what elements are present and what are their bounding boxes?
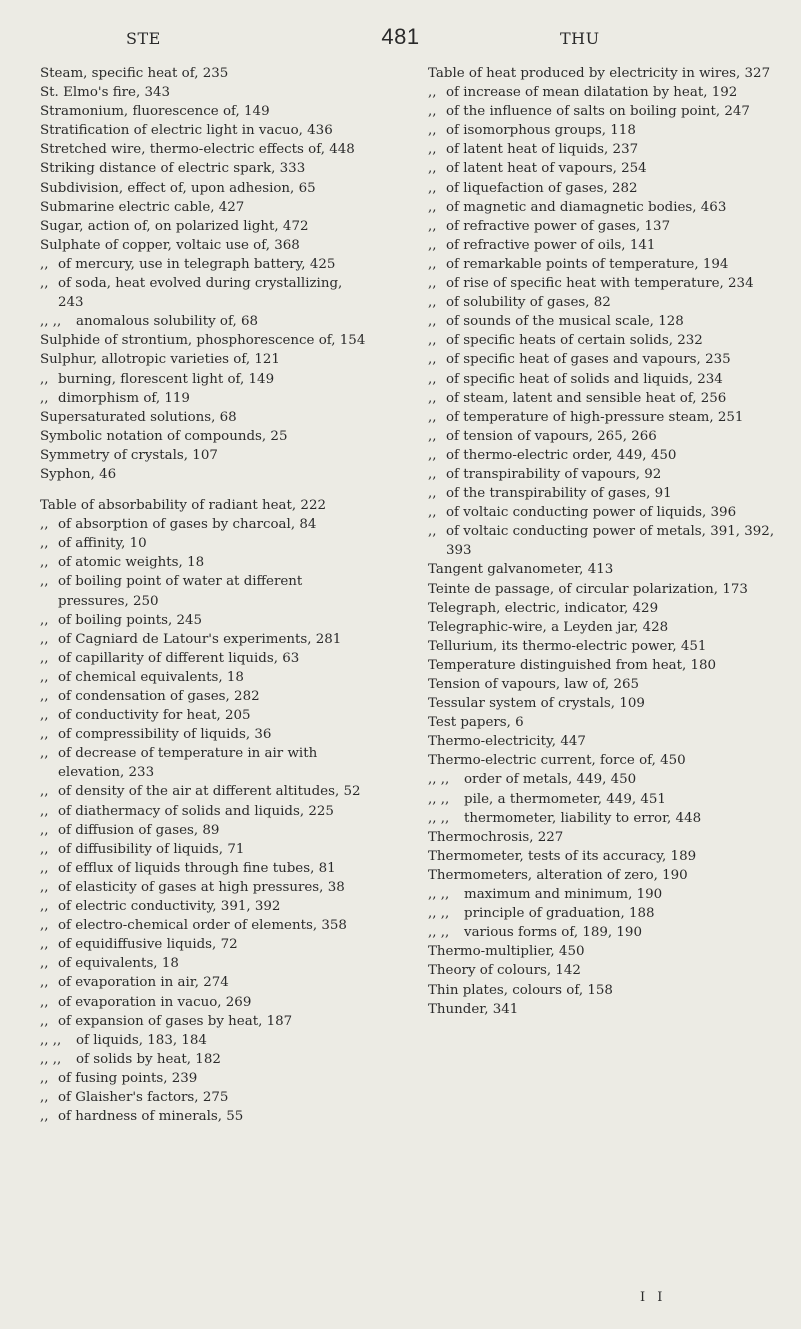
index-entry — [428, 179, 778, 198]
entry-text: burning, florescent light of, 149 — [58, 371, 275, 387]
index-entry — [40, 389, 370, 408]
index-entry — [428, 408, 778, 427]
entry-text: St. Elmo's fire, 343 — [40, 85, 171, 101]
index-entry — [428, 427, 778, 446]
entry-text: of solids by heat, 182 — [76, 1051, 221, 1067]
ditto-mark: ,, — [40, 727, 49, 743]
entry-text: of mercury, use in telegraph battery, 425 — [58, 256, 336, 272]
ditto-mark: ,, — [40, 276, 49, 292]
entry-text: of rise of specific heat with temperature, 234 — [446, 276, 754, 292]
index-entry — [428, 656, 778, 675]
ditto-mark: ,, — [40, 708, 49, 724]
index-entry — [428, 618, 778, 637]
entry-text: of specific heat of gases and vapours, 235 — [446, 352, 731, 368]
ditto-mark: ,, ,, — [428, 810, 450, 826]
entry-text: Subdivision, effect of, upon adhesion, 65 — [40, 180, 316, 196]
header-left-guide-word: STE — [126, 29, 161, 48]
index-entry — [428, 1000, 778, 1019]
index-entry — [428, 503, 778, 522]
entry-text: Sulphur, allotropic varieties of, 121 — [40, 352, 280, 368]
index-entry — [428, 121, 778, 140]
index-entry — [40, 534, 370, 553]
index-entry — [40, 370, 370, 389]
index-entry — [428, 942, 778, 961]
ditto-mark: ,, — [428, 199, 437, 215]
entry-text: Symbolic notation of compounds, 25 — [40, 428, 288, 444]
ditto-mark: ,, — [40, 879, 49, 895]
header-right-guide-word: THU — [560, 29, 600, 48]
index-entry — [40, 916, 370, 935]
entry-text: of solubility of gases, 82 — [446, 295, 611, 311]
entry-text: of boiling point of water at different pressures, 250 — [58, 574, 303, 609]
index-entry — [428, 599, 778, 618]
index-entry — [428, 770, 778, 789]
ditto-mark: ,, — [428, 505, 437, 521]
entry-text: of evaporation in vacuo, 269 — [58, 994, 252, 1010]
ditto-mark: ,, — [40, 994, 49, 1010]
entry-text: dimorphism of, 119 — [58, 390, 190, 406]
index-column-right — [428, 64, 778, 1019]
ditto-mark: ,, — [40, 669, 49, 685]
entry-text: Supersaturated solutions, 68 — [40, 409, 237, 425]
ditto-mark: ,, ,, — [40, 1051, 62, 1067]
ditto-mark: ,, — [40, 574, 49, 590]
index-entry — [428, 159, 778, 178]
entry-text: Sulphate of copper, voltaic use of, 368 — [40, 237, 300, 253]
entry-text: of specific heat of solids and liquids, 234 — [446, 371, 723, 387]
index-entry — [40, 198, 370, 217]
index-entry — [428, 522, 778, 560]
entry-text: of latent heat of vapours, 254 — [446, 161, 647, 177]
entry-text: Striking distance of electric spark, 333 — [40, 161, 306, 177]
ditto-mark: ,, — [40, 612, 49, 628]
entry-text: of refractive power of gases, 137 — [446, 218, 671, 234]
entry-text: of Glaisher's factors, 275 — [58, 1089, 229, 1105]
entry-text: of remarkable points of temperature, 194 — [446, 256, 729, 272]
ditto-mark: ,, — [428, 371, 437, 387]
index-entry — [40, 611, 370, 630]
ditto-mark: ,, — [428, 85, 437, 101]
index-entry — [428, 981, 778, 1000]
entry-text: of absorption of gases by charcoal, 84 — [58, 517, 317, 533]
ditto-mark: ,, — [40, 803, 49, 819]
ditto-mark: ,, — [428, 466, 437, 482]
ditto-mark: ,, — [40, 975, 49, 991]
index-entry — [428, 751, 778, 770]
signature-mark: I I — [640, 1290, 667, 1305]
index-entry — [428, 866, 778, 885]
ditto-mark: ,, ,, — [428, 887, 450, 903]
entry-text: of sounds of the musical scale, 128 — [446, 314, 684, 330]
index-entry — [40, 897, 370, 916]
entry-text: of increase of mean dilatation by heat, 192 — [446, 85, 738, 101]
index-entry — [40, 802, 370, 821]
ditto-mark: ,, ,, — [428, 925, 450, 941]
index-entry — [40, 725, 370, 744]
ditto-mark: ,, — [40, 1089, 49, 1105]
entry-text: of steam, latent and sensible heat of, 256 — [446, 390, 727, 406]
entry-text: Stramonium, fluorescence of, 149 — [40, 104, 270, 120]
index-entry — [40, 572, 370, 610]
ditto-mark: ,, — [428, 447, 437, 463]
entry-text: of capillarity of different liquids, 63 — [58, 650, 300, 666]
entry-text: pile, a thermometer, 449, 451 — [464, 791, 666, 807]
ditto-mark: ,, ,, — [428, 772, 450, 788]
index-column-left — [40, 64, 370, 1126]
index-entry — [40, 236, 370, 255]
entry-text: Temperature distinguished from heat, 180 — [428, 657, 717, 673]
entry-text: of magnetic and diamagnetic bodies, 463 — [446, 199, 727, 215]
ditto-mark: ,, — [40, 956, 49, 972]
index-entry — [428, 350, 778, 369]
entry-text: of electric conductivity, 391, 392 — [58, 899, 281, 915]
entry-text: of equidiffusive liquids, 72 — [58, 937, 238, 953]
ditto-mark: ,, — [428, 256, 437, 272]
ditto-mark: ,, — [40, 746, 49, 762]
index-entry — [428, 446, 778, 465]
ditto-mark: ,, — [428, 314, 437, 330]
index-entry — [40, 954, 370, 973]
index-entry — [428, 293, 778, 312]
entry-text: Thermometer, tests of its accuracy, 189 — [428, 848, 697, 864]
index-entry — [428, 312, 778, 331]
index-entry — [428, 828, 778, 847]
index-entry — [40, 427, 370, 446]
index-entry — [40, 83, 370, 102]
entry-text: Thermo-multiplier, 450 — [428, 944, 585, 960]
ditto-mark: ,, — [428, 237, 437, 253]
entry-text: of expansion of gases by heat, 187 — [58, 1013, 293, 1029]
index-entry — [428, 675, 778, 694]
entry-text: order of metals, 449, 450 — [464, 772, 637, 788]
entry-text: of transpirability of vapours, 92 — [446, 466, 662, 482]
index-entry — [40, 64, 370, 83]
index-entry — [40, 668, 370, 687]
entry-text: Tessular system of crystals, 109 — [428, 696, 645, 712]
index-entry — [428, 923, 778, 942]
entry-text: Tellurium, its thermo-electric power, 451 — [428, 638, 707, 654]
entry-text: Syphon, 46 — [40, 466, 117, 482]
entry-text: of electro-chemical order of elements, 358 — [58, 918, 347, 934]
ditto-mark: ,, — [428, 180, 437, 196]
ditto-mark: ,, — [428, 486, 437, 502]
entry-text: of diffusibility of liquids, 71 — [58, 841, 245, 857]
entry-text: of density of the air at different altitudes, 52 — [58, 784, 361, 800]
entry-text: principle of graduation, 188 — [464, 906, 655, 922]
ditto-mark: ,, — [40, 841, 49, 857]
entry-text: of voltaic conducting power of metals, 391, 392, 393 — [446, 524, 775, 559]
index-entry — [40, 515, 370, 534]
entry-text: various forms of, 189, 190 — [464, 925, 642, 941]
entry-text: Telegraph, electric, indicator, 429 — [428, 600, 659, 616]
entry-text: of diathermacy of solids and liquids, 225 — [58, 803, 334, 819]
entry-text: Thin plates, colours of, 158 — [428, 982, 613, 998]
index-entry — [40, 687, 370, 706]
index-entry — [40, 331, 370, 350]
ditto-mark: ,, — [40, 918, 49, 934]
index-entry — [428, 140, 778, 159]
index-entry — [40, 312, 370, 331]
index-entry — [428, 255, 778, 274]
ditto-mark: ,, ,, — [40, 1032, 62, 1048]
entry-text: of hardness of minerals, 55 — [58, 1109, 244, 1125]
index-entry — [428, 713, 778, 732]
ditto-mark: ,, — [428, 123, 437, 139]
index-entry — [428, 560, 778, 579]
ditto-mark: ,, — [428, 409, 437, 425]
ditto-mark: ,, — [40, 822, 49, 838]
ditto-mark: ,, — [40, 899, 49, 915]
entry-text: of temperature of high-pressure steam, 251 — [446, 409, 744, 425]
index-entry — [40, 859, 370, 878]
entry-text: of equivalents, 18 — [58, 956, 179, 972]
entry-text: of voltaic conducting power of liquids, 396 — [446, 505, 737, 521]
index-entry — [428, 961, 778, 980]
index-entry — [40, 553, 370, 572]
entry-text: of liquids, 183, 184 — [76, 1032, 207, 1048]
entry-text: of refractive power of oils, 141 — [446, 237, 656, 253]
ditto-mark: ,, — [40, 536, 49, 552]
entry-text: of the transpirability of gases, 91 — [446, 486, 672, 502]
entry-text: of diffusion of gases, 89 — [58, 822, 220, 838]
index-entry — [40, 1069, 370, 1088]
index-entry — [40, 993, 370, 1012]
index-entry — [40, 840, 370, 859]
entry-text: of atomic weights, 18 — [58, 555, 205, 571]
entry-text: Symmetry of crystals, 107 — [40, 447, 218, 463]
entry-text: of liquefaction of gases, 282 — [446, 180, 638, 196]
ditto-mark: ,, — [428, 352, 437, 368]
index-entry — [40, 102, 370, 121]
entry-text: Submarine electric cable, 427 — [40, 199, 245, 215]
ditto-mark: ,, — [40, 517, 49, 533]
entry-text: Thermometers, alteration of zero, 190 — [428, 867, 688, 883]
entry-text: of condensation of gases, 282 — [58, 689, 260, 704]
ditto-mark: ,, ,, — [40, 314, 62, 330]
entry-text: Teinte de passage, of circular polarization, 173 — [428, 581, 748, 597]
index-entry — [428, 274, 778, 293]
ditto-mark: ,, — [40, 784, 49, 800]
entry-text: thermometer, liability to error, 448 — [464, 810, 702, 826]
entry-text: of fusing points, 239 — [58, 1070, 198, 1086]
index-entry — [40, 649, 370, 668]
index-entry — [428, 790, 778, 809]
entry-text: of tension of vapours, 265, 266 — [446, 428, 657, 444]
index-entry — [40, 630, 370, 649]
index-entry — [428, 694, 778, 713]
entry-text: Table of heat produced by electricity in wires, 327 — [428, 66, 771, 81]
ditto-mark: ,, — [428, 295, 437, 311]
entry-text: of isomorphous groups, 118 — [446, 123, 636, 139]
entry-text: of decrease of temperature in air with elevation, 233 — [58, 746, 318, 781]
index-entry — [428, 217, 778, 236]
ditto-mark: ,, — [428, 428, 437, 444]
index-entry — [40, 1107, 370, 1126]
index-entry — [428, 484, 778, 503]
index-entry — [428, 236, 778, 255]
entry-text: of compressibility of liquids, 36 — [58, 727, 272, 743]
ditto-mark: ,, — [40, 1013, 49, 1029]
entry-text: Theory of colours, 142 — [428, 963, 581, 979]
index-entry — [428, 732, 778, 751]
index-entry — [40, 255, 370, 274]
index-entry — [40, 1012, 370, 1031]
ditto-mark: ,, — [40, 1070, 49, 1086]
entry-text: of boiling points, 245 — [58, 612, 203, 628]
ditto-mark: ,, — [428, 524, 437, 540]
index-entry — [428, 465, 778, 484]
entry-text: Steam, specific heat of, 235 — [40, 66, 229, 81]
index-entry — [428, 198, 778, 217]
ditto-mark: ,, — [428, 218, 437, 234]
index-entry — [428, 580, 778, 599]
index-entry — [40, 408, 370, 427]
entry-text: Sulphide of strontium, phosphorescence of, 154 — [40, 333, 366, 349]
index-entry — [40, 1088, 370, 1107]
ditto-mark: ,, — [40, 390, 49, 406]
entry-text: of latent heat of liquids, 237 — [446, 142, 639, 158]
index-entry — [40, 821, 370, 840]
ditto-mark: ,, — [40, 555, 49, 571]
entry-text: of conductivity for heat, 205 — [58, 708, 251, 724]
index-entry — [40, 782, 370, 801]
ditto-mark: ,, — [40, 650, 49, 666]
entry-text: Tangent galvanometer, 413 — [428, 562, 614, 578]
index-entry — [428, 847, 778, 866]
entry-text: of the influence of salts on boiling point, 247 — [446, 104, 750, 120]
ditto-mark: ,, ,, — [428, 906, 450, 922]
index-entry — [428, 637, 778, 656]
ditto-mark: ,, — [40, 371, 49, 387]
entry-text: of efflux of liquids through fine tubes, 81 — [58, 860, 336, 876]
index-entry — [428, 331, 778, 350]
ditto-mark: ,, — [428, 390, 437, 406]
entry-text: anomalous solubility of, 68 — [76, 314, 259, 330]
index-entry — [40, 744, 370, 782]
index-entry — [428, 370, 778, 389]
index-entry — [40, 465, 370, 484]
index-entry — [40, 1050, 370, 1069]
index-entry — [40, 935, 370, 954]
running-header — [0, 26, 801, 50]
entry-text: of soda, heat evolved during crystallizing, 243 — [58, 276, 343, 311]
index-entry — [40, 217, 370, 236]
index-entry — [428, 64, 778, 83]
ditto-mark: ,, — [40, 1109, 49, 1125]
entry-text: Table of absorbability of radiant heat, 222 — [40, 498, 326, 514]
entry-text: Telegraphic-wire, a Leyden jar, 428 — [428, 619, 669, 635]
page-number: 481 — [381, 24, 420, 49]
ditto-mark: ,, ,, — [428, 791, 450, 807]
entry-text: Stratification of electric light in vacuo, 436 — [40, 123, 333, 139]
ditto-mark: ,, — [428, 161, 437, 177]
entry-text: Stretched wire, thermo-electric effects of, 448 — [40, 142, 355, 158]
ditto-mark: ,, — [428, 142, 437, 158]
index-entry — [40, 274, 370, 312]
index-entry — [428, 83, 778, 102]
entry-text: Sugar, action of, on polarized light, 472 — [40, 218, 309, 234]
entry-text: of evaporation in air, 274 — [58, 975, 229, 991]
index-entry — [40, 159, 370, 178]
entry-text: Test papers, 6 — [428, 715, 524, 731]
index-entry — [40, 1031, 370, 1050]
index-entry — [40, 179, 370, 198]
entry-text: maximum and minimum, 190 — [464, 887, 663, 903]
entry-text: Thunder, 341 — [428, 1001, 519, 1017]
index-entry — [40, 140, 370, 159]
ditto-mark: ,, — [428, 333, 437, 349]
ditto-mark: ,, — [40, 689, 49, 704]
ditto-mark: ,, — [40, 937, 49, 953]
index-entry — [428, 389, 778, 408]
index-entry — [40, 878, 370, 897]
entry-text: Tension of vapours, law of, 265 — [428, 677, 639, 692]
entry-text: of affinity, 10 — [58, 536, 147, 552]
entry-text: Thermo-electricity, 447 — [428, 734, 586, 750]
entry-text: of elasticity of gases at high pressures, 38 — [58, 879, 345, 895]
ditto-mark: ,, — [40, 631, 49, 647]
entry-text: Thermo-electric current, force of, 450 — [428, 753, 686, 769]
index-entry — [428, 809, 778, 828]
ditto-mark: ,, — [428, 276, 437, 292]
section-gap — [40, 484, 370, 496]
entry-text: of chemical equivalents, 18 — [58, 669, 244, 685]
ditto-mark: ,, — [40, 256, 49, 272]
entry-text: Thermochrosis, 227 — [428, 829, 564, 845]
index-entry — [40, 350, 370, 369]
index-entry — [40, 973, 370, 992]
index-entry — [428, 102, 778, 121]
index-entry — [428, 904, 778, 923]
ditto-mark: ,, — [428, 104, 437, 120]
index-entry — [40, 496, 370, 515]
entry-text: of Cagniard de Latour's experiments, 281 — [58, 631, 342, 647]
index-entry — [40, 706, 370, 725]
index-entry — [40, 446, 370, 465]
entry-text: of thermo-electric order, 449, 450 — [446, 447, 677, 463]
index-entry — [428, 885, 778, 904]
entry-text: of specific heats of certain solids, 232 — [446, 333, 703, 349]
index-entry — [40, 121, 370, 140]
ditto-mark: ,, — [40, 860, 49, 876]
